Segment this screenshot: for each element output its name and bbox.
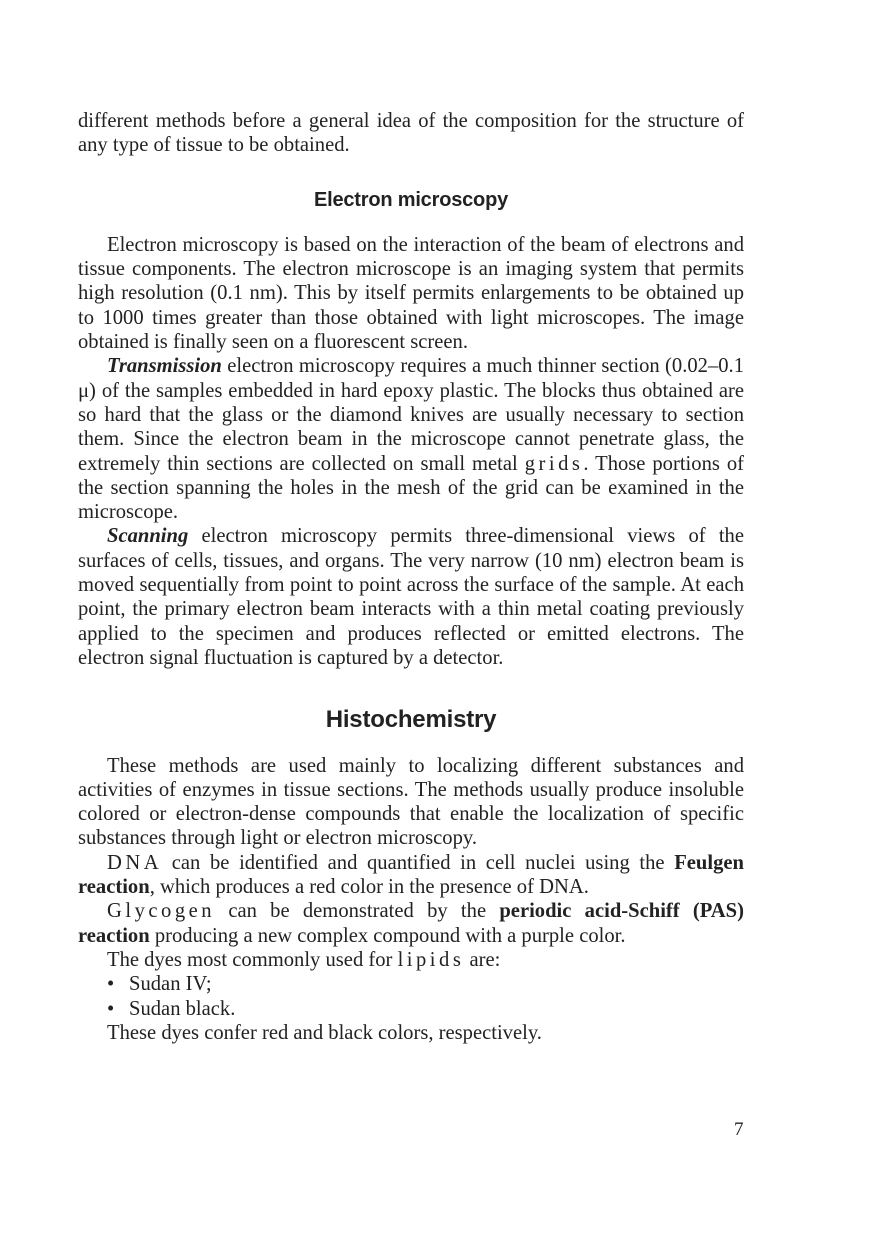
glycogen-paragraph xyxy=(78,899,744,948)
histochemistry-heading: Histochemistry xyxy=(325,706,497,734)
transmission-text-b: . Those portions of the section spanning the holes in the mesh of the grid can be examined in the microscope. xyxy=(78,452,744,524)
dna-term: DNA xyxy=(107,851,163,874)
dna-paragraph xyxy=(78,851,744,900)
grids-term: grids xyxy=(524,452,584,475)
electron-paragraph-1: Electron microscopy is based on the interaction of the beam of electrons and tissue components. The electron microscope is an imaging system that permits high resolution (0.1 nm). This by itself permits enlargements to be obtained up to 1000 times greater than those obtained with light microscopes. The image obtained is finally seen on a fluorescent screen. xyxy=(78,233,744,354)
bullet-text-2: Sudan black. xyxy=(129,997,236,1020)
bullet-icon: • xyxy=(107,973,115,996)
glycogen-text-a: can be demonstrated by the xyxy=(215,900,500,923)
page-content xyxy=(78,109,744,1045)
dna-text-b: , which produces a red color in the presence of DNA. xyxy=(149,876,589,899)
feulgen-reaction-term: Feulgen reaction xyxy=(78,851,744,899)
pas-reaction-term: periodic acid-Schiff (PAS) reaction xyxy=(78,900,744,947)
scanning-term: Scanning xyxy=(107,525,189,548)
lipids-paragraph xyxy=(78,948,744,972)
lipids-text-a: The dyes most commonly used for xyxy=(107,948,398,971)
dna-text-a: can be identified and quantified in cell nuclei using the xyxy=(162,851,675,874)
list-item xyxy=(107,997,744,1021)
bullet-text-1: Sudan IV; xyxy=(129,973,212,996)
dyes-summary-paragraph: These dyes confer red and black colors, respectively. xyxy=(107,1021,542,1044)
glycogen-term: Glycogen xyxy=(107,900,216,923)
histochemistry-paragraph-1: These methods are used mainly to localizing different substances and activities of enzymes in tissue sections. The methods usually produce insoluble colored or electron-dense compounds that enable the localization of specific substances through light or electron microscopy. xyxy=(78,754,744,850)
bullet-icon: • xyxy=(107,997,115,1020)
lipids-text-b: are: xyxy=(464,948,501,971)
page-number: 7 xyxy=(734,1119,744,1140)
transmission-term: Transmission xyxy=(107,355,222,378)
electron-microscopy-heading: Electron microscopy xyxy=(313,188,509,211)
transmission-text-a: electron microscopy requires a much thinner section (0.02–0.1 μ) of the samples embedded in hard epoxy plastic. The blocks thus obtained are so hard that the glass or the diamond knives are usually necessary to section them. Since the electron beam in the microscope cannot penetrate glass, the extremely thin sections are collected on small metal xyxy=(78,355,744,475)
scanning-paragraph xyxy=(78,524,744,670)
intro-paragraph: different methods before a general idea of the composition for the structure of any type of tissue to be obtained. xyxy=(78,110,744,157)
scanning-text: electron microscopy permits three-dimensional views of the surfaces of cells, tissues, and organs. The very narrow (10 nm) electron beam is moved sequentially from point to point across the surface of the sample. At each point, the primary electron beam interacts with a thin metal coating previously applied to the specimen and produces reflected or emitted electrons. The electron signal fluctuation is captured by a detector. xyxy=(78,525,744,669)
list-item xyxy=(107,972,744,996)
lipids-term: lipids xyxy=(397,948,465,971)
glycogen-text-b: producing a new complex compound with a purple color. xyxy=(149,924,626,947)
transmission-paragraph xyxy=(78,354,744,524)
